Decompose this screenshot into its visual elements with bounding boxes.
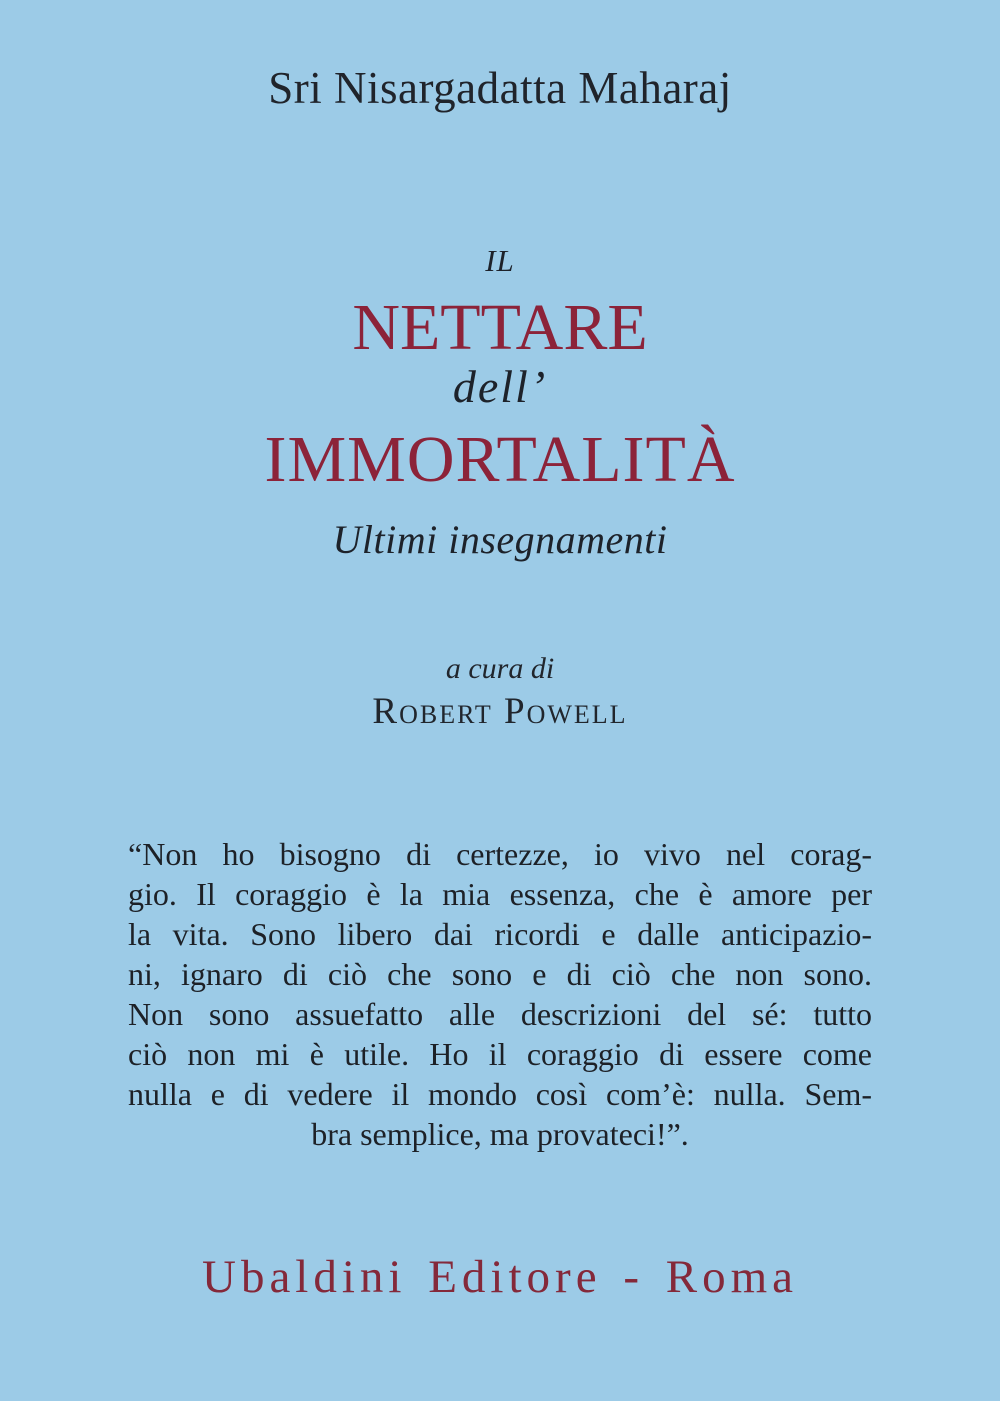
curator-name: Robert Powell bbox=[372, 691, 628, 732]
back-quote-block bbox=[128, 834, 872, 1154]
title-nettare: NETTARE bbox=[352, 291, 648, 364]
subtitle: Ultimi insegnamenti bbox=[332, 517, 668, 562]
quote-line: ni, ignaro di ciò che sono e di ciò che non sono. bbox=[128, 956, 872, 992]
quote-line: Non sono assuefatto alle descrizioni del sé: tutto bbox=[128, 996, 872, 1032]
quote-line: gio. Il coraggio è la mia essenza, che è amore per bbox=[128, 876, 872, 912]
publisher-imprint: Ubaldini Editore - Roma bbox=[202, 1251, 798, 1303]
title-article: IL bbox=[485, 243, 515, 278]
quote-line: “Non ho bisogno di certezze, io vivo nel corag- bbox=[128, 836, 872, 872]
author-name: Sri Nisargadatta Maharaj bbox=[268, 63, 732, 113]
quote-line: nulla e di vedere il mondo così com’è: nulla. Sem- bbox=[128, 1076, 872, 1112]
curator-prefix: a cura di bbox=[445, 652, 555, 685]
quote-line: la vita. Sono libero dai ricordi e dalle anticipazio- bbox=[128, 916, 872, 952]
title-immortalita: IMMORTALITÀ bbox=[264, 423, 736, 496]
quote-line-last: bra semplice, ma provateci!”. bbox=[311, 1116, 689, 1152]
quote-line: ciò non mi è utile. Ho il coraggio di essere come bbox=[128, 1036, 872, 1072]
title-connector-dell: dell’ bbox=[452, 361, 548, 412]
